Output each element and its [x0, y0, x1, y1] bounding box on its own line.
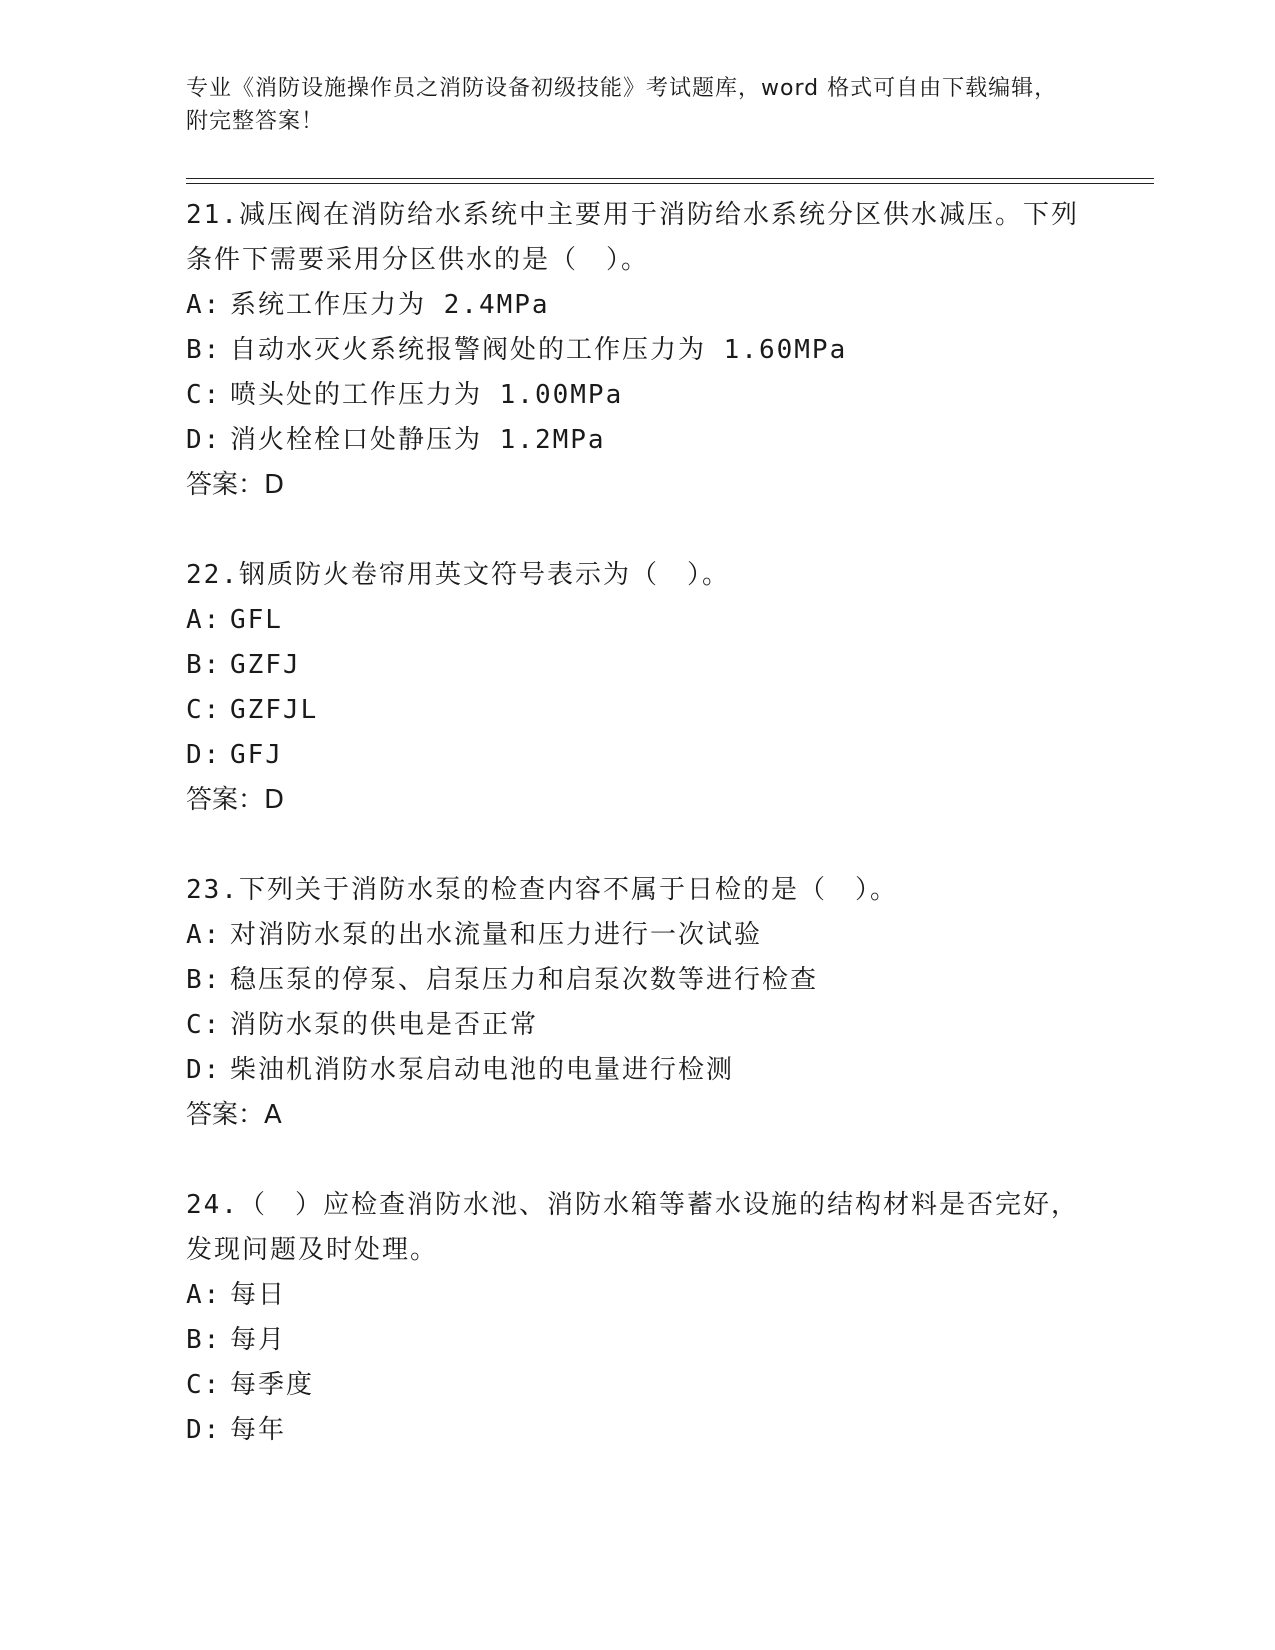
option-text: 消火栓栓口处静压为 1.2MPa [230, 425, 606, 455]
question-stem: 23.下列关于消防水泵的检查内容不属于日检的是（ ）。 [186, 875, 898, 905]
option-text: GZFJL [230, 695, 319, 725]
answer-line: 答案：D [186, 470, 285, 500]
option-c [186, 1363, 1086, 1408]
option-label: A: [186, 605, 222, 635]
option-label: B: [186, 650, 222, 680]
header-divider-top [186, 178, 1154, 179]
option-b [186, 1318, 1086, 1363]
option-c [186, 1003, 1086, 1048]
question-23 [186, 868, 1086, 1138]
question-stem: 24.（ ）应检查消防水池、消防水箱等蓄水设施的结构材料是否完好，发现问题及时处理。 [186, 1190, 1079, 1265]
header-divider-bottom [186, 183, 1154, 184]
option-label: D: [186, 740, 222, 770]
question-21 [186, 193, 1086, 508]
option-label: B: [186, 1325, 222, 1355]
option-a [186, 598, 1086, 643]
option-label: A: [186, 290, 222, 320]
option-a [186, 283, 1086, 328]
option-text: 每季度 [230, 1370, 315, 1400]
option-c [186, 373, 1086, 418]
option-label: C: [186, 1370, 222, 1400]
option-text: 每日 [230, 1280, 287, 1310]
option-a [186, 1273, 1086, 1318]
question-24 [186, 1183, 1086, 1453]
question-stem: 22.钢质防火卷帘用英文符号表示为（ ）。 [186, 560, 730, 590]
option-label: D: [186, 1415, 222, 1445]
option-text: 每月 [230, 1325, 287, 1355]
option-label: C: [186, 1010, 222, 1040]
option-text: GZFJ [230, 650, 301, 680]
option-text: 稳压泵的停泵、启泵压力和启泵次数等进行检查 [230, 965, 819, 995]
option-text: 自动水灭火系统报警阀处的工作压力为 1.60MPa [230, 335, 848, 365]
option-label: A: [186, 1280, 222, 1310]
option-text: GFL [230, 605, 283, 635]
option-label: C: [186, 380, 222, 410]
option-label: C: [186, 695, 222, 725]
document-header: 专业《消防设施操作员之消防设备初级技能》考试题库，word 格式可自由下载编辑，附完整答案！ [186, 76, 1058, 134]
option-text: 柴油机消防水泵启动电池的电量进行检测 [230, 1055, 735, 1085]
option-text: 系统工作压力为 2.4MPa [230, 290, 550, 320]
option-b [186, 643, 1086, 688]
option-label: B: [186, 965, 222, 995]
option-text: 喷头处的工作压力为 1.00MPa [230, 380, 624, 410]
option-text: 消防水泵的供电是否正常 [230, 1010, 539, 1040]
answer-line: 答案：A [186, 1100, 282, 1130]
option-d [186, 418, 1086, 463]
option-text: GFJ [230, 740, 283, 770]
option-d [186, 1048, 1086, 1093]
option-c [186, 688, 1086, 733]
option-text: 对消防水泵的出水流量和压力进行一次试验 [230, 920, 763, 950]
option-text: 每年 [230, 1415, 287, 1445]
option-d [186, 1408, 1086, 1453]
option-label: D: [186, 425, 222, 455]
option-b [186, 328, 1086, 373]
question-22 [186, 553, 1086, 823]
option-b [186, 958, 1086, 1003]
question-list [186, 193, 1086, 1453]
option-label: D: [186, 1055, 222, 1085]
option-label: A: [186, 920, 222, 950]
option-d [186, 733, 1086, 778]
option-a [186, 913, 1086, 958]
question-stem: 21.减压阀在消防给水系统中主要用于消防给水系统分区供水减压。下列条件下需要采用分区供水的是（ ）。 [186, 200, 1079, 275]
answer-line: 答案：D [186, 785, 285, 815]
option-label: B: [186, 335, 222, 365]
